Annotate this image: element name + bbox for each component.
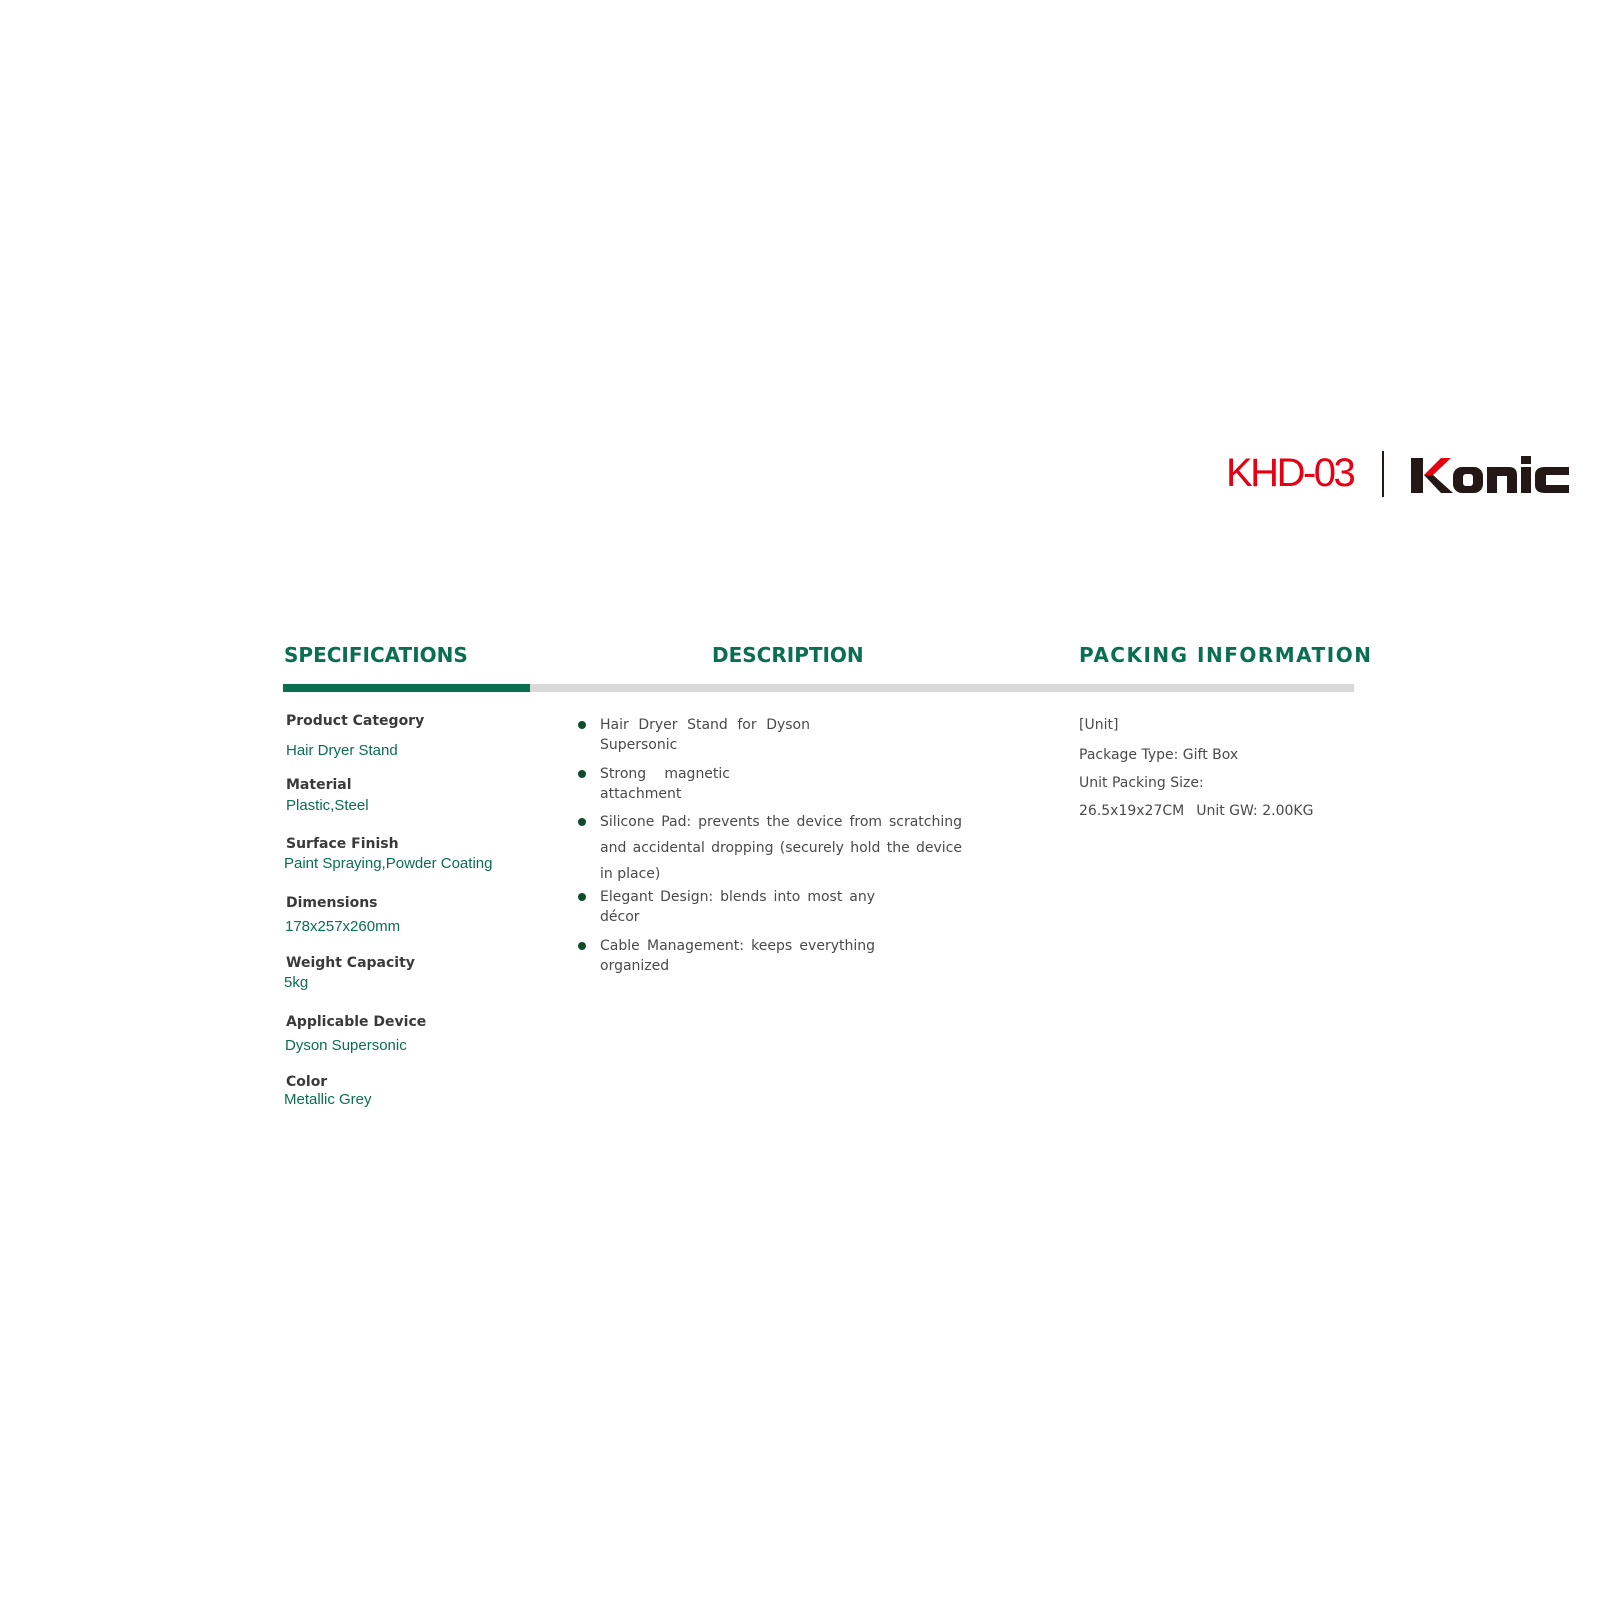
- spec-label-surface-finish: Surface Finish: [286, 836, 399, 852]
- spec-value-color: Metallic Grey: [284, 1091, 372, 1108]
- tab-packing-information[interactable]: PACKING INFORMATION: [1079, 643, 1373, 667]
- tab-rule-active-indicator: [283, 684, 530, 692]
- konic-logo: [1411, 453, 1569, 495]
- spec-value-product-category: Hair Dryer Stand: [286, 742, 398, 759]
- spec-label-weight-capacity: Weight Capacity: [286, 955, 415, 971]
- description-item: Elegant Design: blends into most any décor: [600, 889, 875, 925]
- spec-label-material: Material: [286, 777, 352, 793]
- spec-label-dimensions: Dimensions: [286, 895, 378, 911]
- konic-logo-mark: [1411, 453, 1569, 495]
- bullet-icon: [578, 770, 586, 778]
- spec-value-surface-finish: Paint Spraying,Powder Coating: [284, 855, 493, 872]
- spec-label-product-category: Product Category: [286, 713, 425, 729]
- packing-size-and-weight: [1079, 801, 1313, 821]
- tab-specifications[interactable]: SPECIFICATIONS: [284, 643, 468, 667]
- packing-gross-weight: Unit GW: 2.00KG: [1196, 803, 1314, 819]
- spec-value-material: Plastic,Steel: [286, 797, 369, 814]
- model-code: KHD-03: [1226, 451, 1354, 495]
- packing-size-value: 26.5x19x27CM: [1079, 803, 1185, 819]
- tab-rule: [283, 684, 1354, 692]
- packing-size-label: Unit Packing Size:: [1079, 775, 1204, 791]
- bullet-icon: [578, 721, 586, 729]
- brand-divider: [1382, 451, 1384, 497]
- packing-unit-header: [Unit]: [1079, 717, 1119, 733]
- bullet-icon: [578, 818, 586, 826]
- description-item: Strong magnetic attachment: [600, 766, 730, 802]
- description-item: Cable Management: keeps everything organized: [600, 938, 875, 974]
- description-item: Hair Dryer Stand for Dyson Supersonic: [600, 717, 810, 753]
- spec-value-applicable-device: Dyson Supersonic: [285, 1037, 407, 1054]
- spec-label-applicable-device: Applicable Device: [286, 1014, 427, 1030]
- spec-value-dimensions: 178x257x260mm: [285, 918, 401, 935]
- spec-value-weight-capacity: 5kg: [284, 974, 309, 991]
- packing-package-type: Package Type: Gift Box: [1079, 747, 1239, 763]
- spec-label-color: Color: [286, 1074, 328, 1090]
- bullet-icon: [578, 942, 586, 950]
- bullet-icon: [578, 893, 586, 901]
- description-item: Silicone Pad: prevents the device from scratching and accidental dropping (securely hold the device in place): [600, 814, 962, 882]
- tab-description[interactable]: DESCRIPTION: [712, 643, 864, 667]
